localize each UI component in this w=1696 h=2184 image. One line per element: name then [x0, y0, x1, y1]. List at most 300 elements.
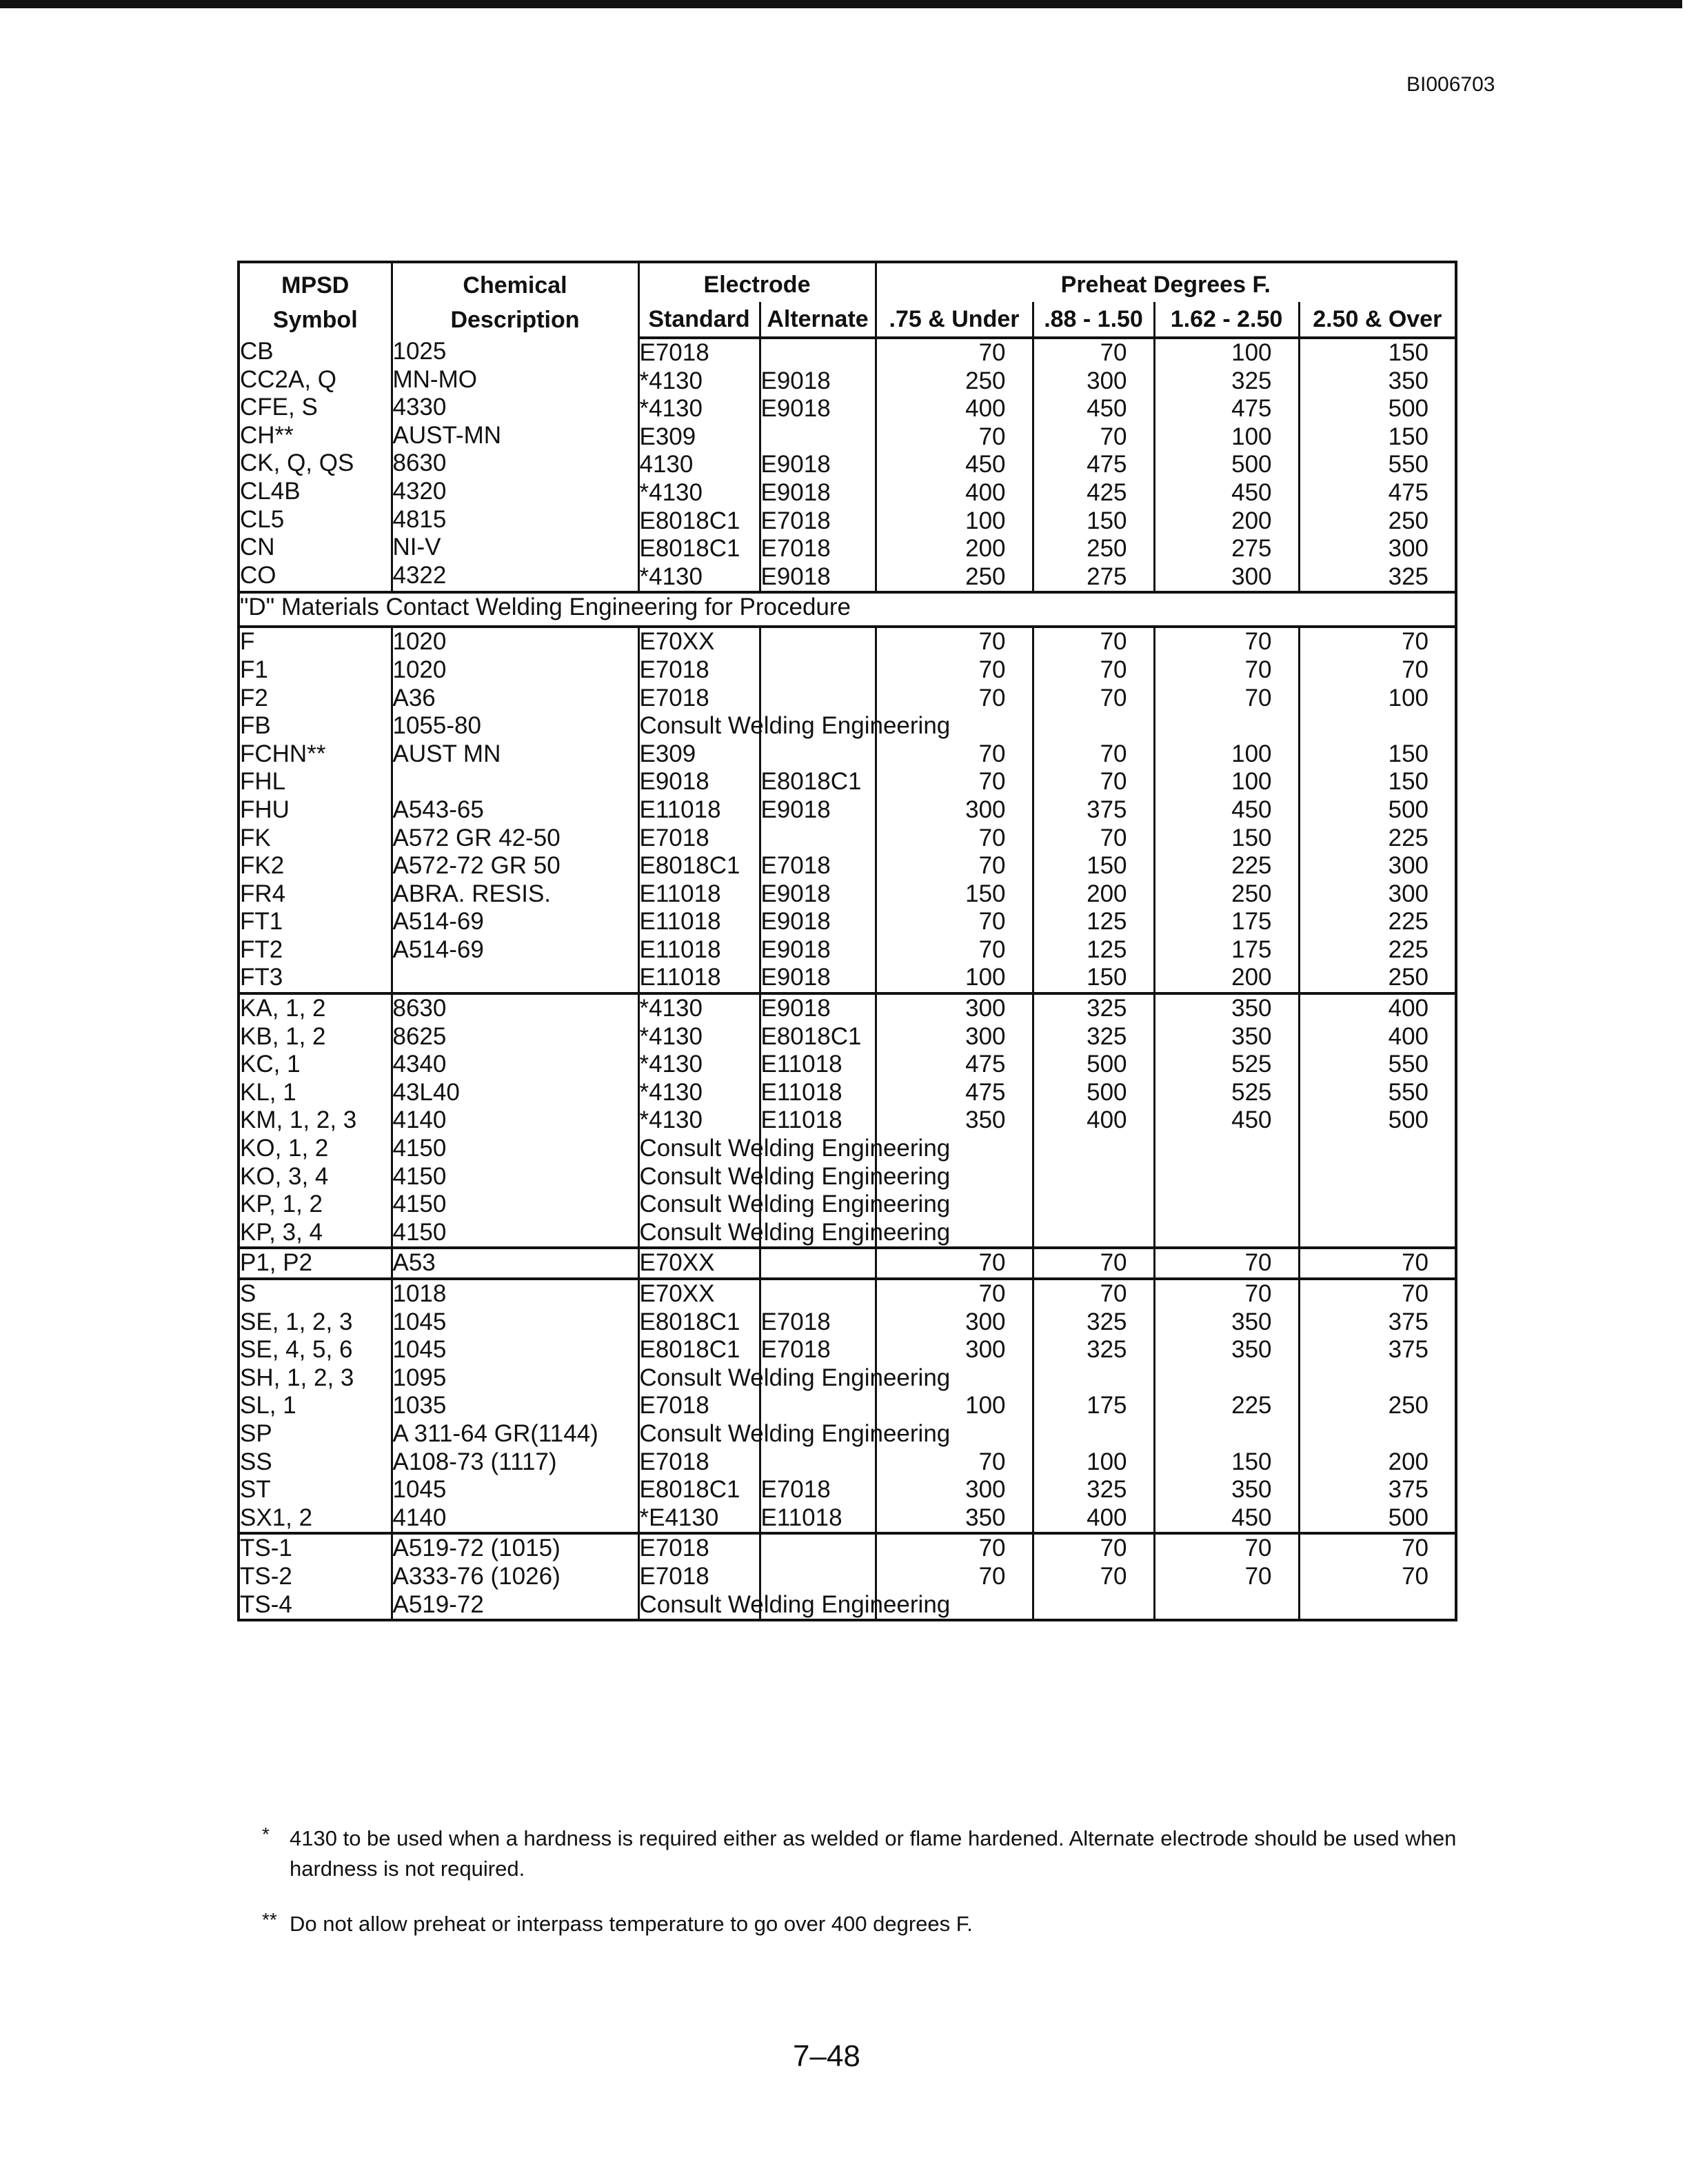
- alternate-electrode: [761, 423, 875, 452]
- preheat-value: 400: [965, 395, 1006, 423]
- preheat-value: 150: [1231, 1448, 1272, 1475]
- description-cell: [392, 1279, 638, 1533]
- empty-line: [1034, 1163, 1153, 1191]
- preheat-value: 450: [965, 451, 1006, 478]
- symbol-value: FT1: [240, 908, 283, 936]
- standard-electrode: E7018: [639, 1448, 709, 1475]
- preheat-value: 300: [965, 1022, 1006, 1050]
- description-value: 4140: [392, 1106, 447, 1134]
- description-value: 4150: [392, 1135, 447, 1162]
- description-value: 4140: [392, 1504, 447, 1531]
- symbol-value: KP, 1, 2: [240, 1191, 323, 1218]
- table-header: [239, 262, 1456, 338]
- symbol-value: KB, 1, 2: [240, 1022, 326, 1050]
- preheat-cell-1: [876, 338, 1033, 592]
- empty-line: [1034, 1191, 1153, 1219]
- preheat-value: 500: [1087, 1051, 1127, 1078]
- symbol-cell: [239, 993, 392, 1248]
- preheat-cell-3: [1154, 627, 1299, 993]
- description-value: 1095: [392, 1364, 447, 1391]
- preheat-value: 150: [965, 880, 1006, 907]
- preheat-value: 250: [1231, 880, 1272, 907]
- empty-line: [1034, 1135, 1153, 1163]
- symbol-value: CC2A, Q: [240, 365, 337, 393]
- alternate-electrode: [761, 825, 875, 853]
- empty-line: [1300, 712, 1455, 740]
- empty-line: [1155, 1191, 1298, 1219]
- preheat-value: 70: [1244, 1535, 1272, 1562]
- preheat-value: 70: [1244, 1562, 1272, 1590]
- preheat-value: 250: [1388, 964, 1429, 991]
- standard-electrode: E11018: [639, 880, 721, 907]
- symbol-value: SH, 1, 2, 3: [240, 1364, 354, 1391]
- preheat-value: 70: [1100, 1280, 1127, 1307]
- table-row-group: [239, 1248, 1456, 1279]
- description-value: ABRA. RESIS.: [392, 880, 552, 907]
- symbol-cell: [239, 338, 392, 592]
- standard-electrode: *4130: [639, 1051, 703, 1078]
- standard-electrode: E7018: [639, 1392, 709, 1419]
- preheat-value: 525: [1231, 1078, 1272, 1106]
- symbol-cell: [239, 627, 392, 993]
- preheat-value: 100: [1388, 684, 1429, 711]
- preheat-value: 70: [978, 1562, 1006, 1590]
- symbol-value: F: [240, 628, 255, 656]
- alternate-electrode: [761, 339, 875, 367]
- footnote-text: 4130 to be used when a hardness is required either as welded or flame hardened. Alternate electrode should be used when hardness is not required.: [290, 1826, 1457, 1881]
- footnote-marker: **: [262, 1909, 277, 1930]
- header-alternate: Alternate: [760, 302, 876, 338]
- header-description: Description: [450, 307, 580, 333]
- alternate-cell: [760, 338, 876, 592]
- standard-electrode: E8018C1: [639, 852, 740, 880]
- preheat-value: 450: [1231, 796, 1272, 823]
- description-value: 8630: [392, 995, 447, 1022]
- description-value: A572-72 GR 50: [392, 852, 561, 880]
- alternate-electrode: [761, 1535, 875, 1563]
- description-value: 4322: [392, 561, 447, 589]
- preheat-value: 70: [1402, 1562, 1429, 1590]
- preheat-value: 70: [978, 740, 1006, 767]
- description-value: A108-73 (1117): [392, 1448, 557, 1475]
- preheat-value: 70: [978, 936, 1006, 963]
- standard-electrode: *4130: [639, 367, 703, 394]
- preheat-value: 500: [1231, 451, 1272, 478]
- preheat-value: 70: [1402, 1249, 1429, 1277]
- preheat-value: 250: [965, 367, 1006, 394]
- description-value: 8625: [392, 1022, 447, 1050]
- symbol-value: CL5: [240, 505, 285, 533]
- preheat-value: 70: [978, 339, 1006, 366]
- preheat-value: 400: [1388, 995, 1429, 1022]
- header-preheat-3: 1.62 - 2.50: [1154, 302, 1299, 338]
- page-number: 7–48: [793, 2039, 860, 2073]
- standard-electrode: *4130: [639, 478, 703, 506]
- preheat-cell-2: [1033, 627, 1154, 993]
- empty-line: [1300, 1591, 1455, 1619]
- standard-electrode: E7018: [639, 339, 709, 366]
- preheat-value: 200: [1087, 880, 1127, 907]
- preheat-value: 300: [1087, 367, 1127, 394]
- preheat-value: 550: [1388, 1078, 1429, 1106]
- description-value: [393, 768, 638, 796]
- preheat-value: 300: [1388, 852, 1429, 880]
- preheat-value: 100: [1087, 1448, 1127, 1475]
- preheat-value: 325: [1087, 995, 1127, 1022]
- standard-electrode: E70XX: [639, 1249, 715, 1277]
- header-chemical-description: [392, 262, 638, 338]
- symbol-value: TS-4: [240, 1590, 292, 1618]
- preheat-value: 175: [1231, 936, 1272, 963]
- preheat-value: 350: [965, 1504, 1006, 1531]
- standard-electrode: E7018: [639, 1562, 709, 1590]
- standard-electrode: E7018: [639, 1535, 709, 1562]
- empty-line: [1155, 1420, 1298, 1448]
- alternate-electrode: [761, 740, 875, 769]
- symbol-value: CB: [240, 338, 274, 365]
- description-value: 4330: [392, 394, 447, 421]
- preheat-value: 175: [1231, 908, 1272, 936]
- preheat-cell-3: [1154, 1279, 1299, 1533]
- preheat-value: 200: [1231, 964, 1272, 991]
- description-value: 4150: [392, 1191, 447, 1218]
- preheat-cell-4: [1299, 1533, 1456, 1620]
- preheat-value: 100: [965, 1392, 1006, 1419]
- preheat-value: 450: [1231, 1106, 1272, 1134]
- preheat-cell-1: [876, 627, 1033, 993]
- alternate-electrode: [761, 1448, 875, 1477]
- preheat-value: 300: [1388, 880, 1429, 907]
- preheat-table: [237, 261, 1457, 1621]
- alternate-electrode: E9018: [760, 995, 831, 1022]
- preheat-value: 325: [1087, 1476, 1127, 1504]
- preheat-value: 450: [1231, 1504, 1272, 1531]
- preheat-value: 450: [1087, 395, 1127, 423]
- preheat-cell-2: [1033, 338, 1154, 592]
- preheat-cell-3: [1154, 1533, 1299, 1620]
- symbol-value: SE, 4, 5, 6: [240, 1336, 353, 1364]
- preheat-value: 70: [1402, 656, 1429, 683]
- preheat-value: 200: [1231, 507, 1272, 534]
- symbol-value: CK, Q, QS: [240, 449, 354, 477]
- preheat-value: 70: [1100, 1535, 1127, 1562]
- preheat-value: 200: [965, 535, 1006, 563]
- symbol-value: FHU: [240, 796, 290, 823]
- footnote-single-asterisk: [262, 1823, 1462, 1884]
- description-cell: [392, 993, 638, 1248]
- preheat-value: 70: [1100, 684, 1127, 711]
- consult-note: Consult Welding Engineering: [639, 1364, 951, 1391]
- symbol-value: S: [240, 1280, 256, 1307]
- preheat-value: 70: [978, 824, 1006, 851]
- alternate-cell: [760, 627, 876, 993]
- preheat-value: 100: [1231, 740, 1272, 767]
- description-value: 1020: [392, 628, 447, 656]
- preheat-value: 100: [1231, 339, 1272, 366]
- empty-line: [1034, 712, 1153, 740]
- symbol-value: FR4: [240, 880, 286, 907]
- symbol-value: CL4B: [240, 477, 301, 505]
- preheat-value: 250: [965, 563, 1006, 590]
- empty-line: [1034, 1364, 1153, 1393]
- preheat-cell-4: [1299, 993, 1456, 1248]
- preheat-cell-4: [1299, 1248, 1456, 1279]
- symbol-value: SE, 1, 2, 3: [240, 1308, 353, 1335]
- preheat-value: 175: [1087, 1392, 1127, 1419]
- preheat-value: 475: [965, 1051, 1006, 1078]
- preheat-value: 300: [1388, 535, 1429, 563]
- standard-electrode: *4130: [639, 995, 703, 1022]
- description-value: 1035: [392, 1392, 447, 1419]
- symbol-value: KM, 1, 2, 3: [240, 1106, 357, 1134]
- preheat-value: 300: [965, 796, 1006, 823]
- preheat-cell-3: [1154, 338, 1299, 592]
- header-standard: Standard: [638, 302, 760, 338]
- consult-note: Consult Welding Engineering: [639, 1218, 951, 1246]
- symbol-value: P1, P2: [240, 1249, 313, 1277]
- preheat-cell-2: [1033, 993, 1154, 1248]
- symbol-value: SP: [240, 1419, 272, 1447]
- symbol-value: SS: [240, 1448, 272, 1475]
- symbol-value: ST: [240, 1476, 271, 1504]
- preheat-value: 70: [978, 684, 1006, 711]
- alternate-electrode: E9018: [760, 451, 831, 478]
- alternate-electrode: [761, 685, 875, 713]
- empty-line: [1155, 712, 1298, 740]
- preheat-value: 250: [1388, 1392, 1429, 1419]
- preheat-cell-1: [876, 1279, 1033, 1533]
- description-value: 4320: [392, 477, 447, 505]
- preheat-value: 225: [1388, 908, 1429, 936]
- preheat-value: 150: [1231, 824, 1272, 851]
- standard-electrode: *E4130: [639, 1504, 719, 1531]
- empty-line: [1155, 1591, 1298, 1619]
- alternate-electrode: E9018: [760, 395, 831, 423]
- preheat-value: 70: [1100, 1249, 1127, 1277]
- consult-note: Consult Welding Engineering: [639, 712, 951, 740]
- standard-electrode: 4130: [639, 451, 694, 478]
- preheat-value: 300: [965, 995, 1006, 1022]
- header-symbol: Symbol: [272, 307, 358, 333]
- alternate-electrode: E9018: [760, 563, 831, 590]
- description-value: A543-65: [392, 796, 484, 823]
- preheat-cell-2: [1033, 1533, 1154, 1620]
- description-value: 1025: [392, 338, 447, 365]
- empty-line: [1155, 1364, 1298, 1393]
- preheat-value: 350: [1231, 995, 1272, 1022]
- preheat-value: 375: [1388, 1476, 1429, 1504]
- preheat-value: 400: [1087, 1504, 1127, 1531]
- standard-cell: [638, 627, 951, 993]
- symbol-value: KO, 3, 4: [240, 1162, 329, 1190]
- alternate-electrode: E9018: [760, 964, 831, 991]
- header-preheat-2: .88 - 1.50: [1033, 302, 1154, 338]
- preheat-value: 100: [965, 964, 1006, 991]
- preheat-value: 550: [1388, 451, 1429, 478]
- description-value: 8630: [392, 449, 447, 477]
- preheat-value: 250: [1388, 507, 1429, 534]
- preheat-value: 350: [965, 1106, 1006, 1134]
- table-body: [239, 338, 1456, 1620]
- symbol-value: FK2: [240, 852, 285, 880]
- description-value: 1045: [392, 1476, 447, 1504]
- consult-note: Consult Welding Engineering: [639, 1419, 951, 1447]
- preheat-value: 500: [1388, 395, 1429, 423]
- table-row-group: [239, 1279, 1456, 1533]
- alternate-electrode: [761, 1392, 875, 1420]
- preheat-value: 500: [1388, 796, 1429, 823]
- preheat-value: 350: [1231, 1476, 1272, 1504]
- alternate-electrode: [761, 1563, 875, 1591]
- standard-electrode: E309: [639, 740, 696, 767]
- preheat-value: 475: [1388, 478, 1429, 506]
- preheat-value: 500: [1087, 1078, 1127, 1106]
- symbol-value: SL, 1: [240, 1392, 296, 1419]
- symbol-value: KA, 1, 2: [240, 995, 326, 1022]
- preheat-value: 70: [978, 656, 1006, 683]
- header-preheat-4: 2.50 & Over: [1299, 302, 1456, 338]
- symbol-value: CH**: [240, 421, 294, 449]
- preheat-value: 100: [1231, 423, 1272, 450]
- preheat-cell-4: [1299, 627, 1456, 993]
- alternate-electrode: [761, 656, 875, 685]
- symbol-cell: [239, 1533, 392, 1620]
- preheat-value: 400: [965, 478, 1006, 506]
- description-value: A514-69: [392, 908, 484, 936]
- standard-electrode: *4130: [639, 395, 703, 423]
- preheat-value: 350: [1231, 1022, 1272, 1050]
- preheat-value: 70: [1100, 423, 1127, 450]
- preheat-value: 325: [1087, 1336, 1127, 1364]
- standard-electrode: E7018: [639, 824, 709, 851]
- preheat-value: 150: [1388, 339, 1429, 366]
- alternate-electrode: E9018: [760, 367, 831, 394]
- preheat-value: 325: [1087, 1308, 1127, 1335]
- symbol-value: FT2: [240, 936, 283, 963]
- preheat-value: 325: [1388, 563, 1429, 590]
- standard-electrode: E8018C1: [639, 1476, 740, 1504]
- preheat-value: 70: [1244, 1249, 1272, 1277]
- preheat-value: 70: [1244, 684, 1272, 711]
- description-value: A333-76 (1026): [392, 1562, 561, 1590]
- description-value: AUST MN: [392, 740, 501, 767]
- description-value: A519-72: [392, 1590, 484, 1618]
- preheat-value: 70: [1100, 628, 1127, 656]
- preheat-value: 70: [1100, 339, 1127, 366]
- empty-line: [1155, 1163, 1298, 1191]
- preheat-value: 70: [978, 852, 1006, 880]
- preheat-value: 70: [978, 1448, 1006, 1475]
- preheat-value: 150: [1087, 852, 1127, 880]
- standard-electrode: *4130: [639, 1022, 703, 1050]
- standard-electrode: E8018C1: [639, 535, 740, 563]
- preheat-cell-3: [1154, 1248, 1299, 1279]
- consult-note: Consult Welding Engineering: [639, 1590, 951, 1618]
- alternate-electrode: E11018: [760, 1504, 842, 1531]
- symbol-value: TS-2: [240, 1562, 292, 1590]
- footnote-marker: *: [262, 1823, 270, 1845]
- empty-line: [1034, 1591, 1153, 1619]
- preheat-value: 70: [1100, 824, 1127, 851]
- standard-cell: [638, 338, 760, 592]
- standard-electrode: *4130: [639, 563, 703, 590]
- description-value: MN-MO: [392, 365, 477, 393]
- description-cell: [392, 338, 638, 592]
- preheat-value: 550: [1388, 1051, 1429, 1078]
- d-materials-note: "D" Materials Contact Welding Engineering for Procedure: [239, 592, 1456, 627]
- preheat-value: 450: [1231, 478, 1272, 506]
- consult-note: Consult Welding Engineering: [639, 1191, 951, 1218]
- standard-cell: [638, 1248, 760, 1279]
- preheat-value: 70: [978, 1249, 1006, 1277]
- alternate-electrode: E11018: [760, 1106, 842, 1134]
- preheat-value: 200: [1388, 1448, 1429, 1475]
- symbol-value: TS-1: [240, 1535, 292, 1562]
- description-value: 1020: [392, 656, 447, 683]
- footnote-text: Do not allow preheat or interpass temperature to go over 400 degrees F.: [290, 1912, 973, 1936]
- description-cell: [392, 627, 638, 993]
- alternate-electrode: E8018C1: [760, 1022, 862, 1050]
- description-value: 1045: [392, 1336, 447, 1364]
- alternate-electrode: E11018: [760, 1051, 842, 1078]
- alternate-electrode: E7018: [760, 1336, 831, 1364]
- standard-electrode: E309: [639, 423, 696, 450]
- standard-electrode: E11018: [639, 796, 721, 823]
- standard-electrode: E8018C1: [639, 1308, 740, 1335]
- document-id: BI006703: [1406, 73, 1495, 96]
- empty-line: [1034, 1219, 1153, 1247]
- table-row-group: [239, 627, 1456, 993]
- symbol-value: F1: [240, 656, 268, 683]
- alternate-electrode: E9018: [760, 880, 831, 907]
- preheat-value: 475: [1087, 451, 1127, 478]
- symbol-value: KC, 1: [240, 1051, 301, 1078]
- description-value: A 311-64 GR(1144): [392, 1419, 598, 1447]
- preheat-value: 325: [1087, 1022, 1127, 1050]
- alternate-electrode: [761, 1280, 875, 1308]
- standard-electrode: E8018C1: [639, 1336, 740, 1364]
- d-materials-row: [239, 592, 1456, 627]
- description-value: 4150: [392, 1162, 447, 1190]
- preheat-value: 70: [1244, 1280, 1272, 1307]
- description-value: NI-V: [392, 534, 441, 561]
- preheat-value: 70: [978, 1535, 1006, 1562]
- header-electrode: Electrode: [638, 262, 876, 302]
- preheat-value: 70: [1100, 656, 1127, 683]
- alternate-electrode: E8018C1: [760, 768, 862, 796]
- preheat-value: 300: [965, 1336, 1006, 1364]
- table-row-group: [239, 1533, 1456, 1620]
- table-row-group: [239, 338, 1456, 592]
- preheat-value: 225: [1231, 852, 1272, 880]
- description-cell: [392, 1248, 638, 1279]
- header-mpsd-symbol: [239, 262, 392, 338]
- symbol-value: KO, 1, 2: [240, 1135, 329, 1162]
- empty-line: [1300, 1163, 1455, 1191]
- alternate-electrode: E7018: [760, 1308, 831, 1335]
- alternate-electrode: E7018: [760, 535, 831, 563]
- description-value: [393, 964, 638, 992]
- description-value: 1055-80: [392, 712, 481, 740]
- preheat-value: 70: [978, 1280, 1006, 1307]
- symbol-value: FB: [240, 712, 271, 740]
- alternate-electrode: [761, 1249, 875, 1277]
- description-value: 4340: [392, 1051, 447, 1078]
- preheat-value: 125: [1087, 936, 1127, 963]
- preheat-cell-2: [1033, 1279, 1154, 1533]
- header-preheat: Preheat Degrees F.: [876, 262, 1456, 302]
- alternate-electrode: E9018: [760, 908, 831, 936]
